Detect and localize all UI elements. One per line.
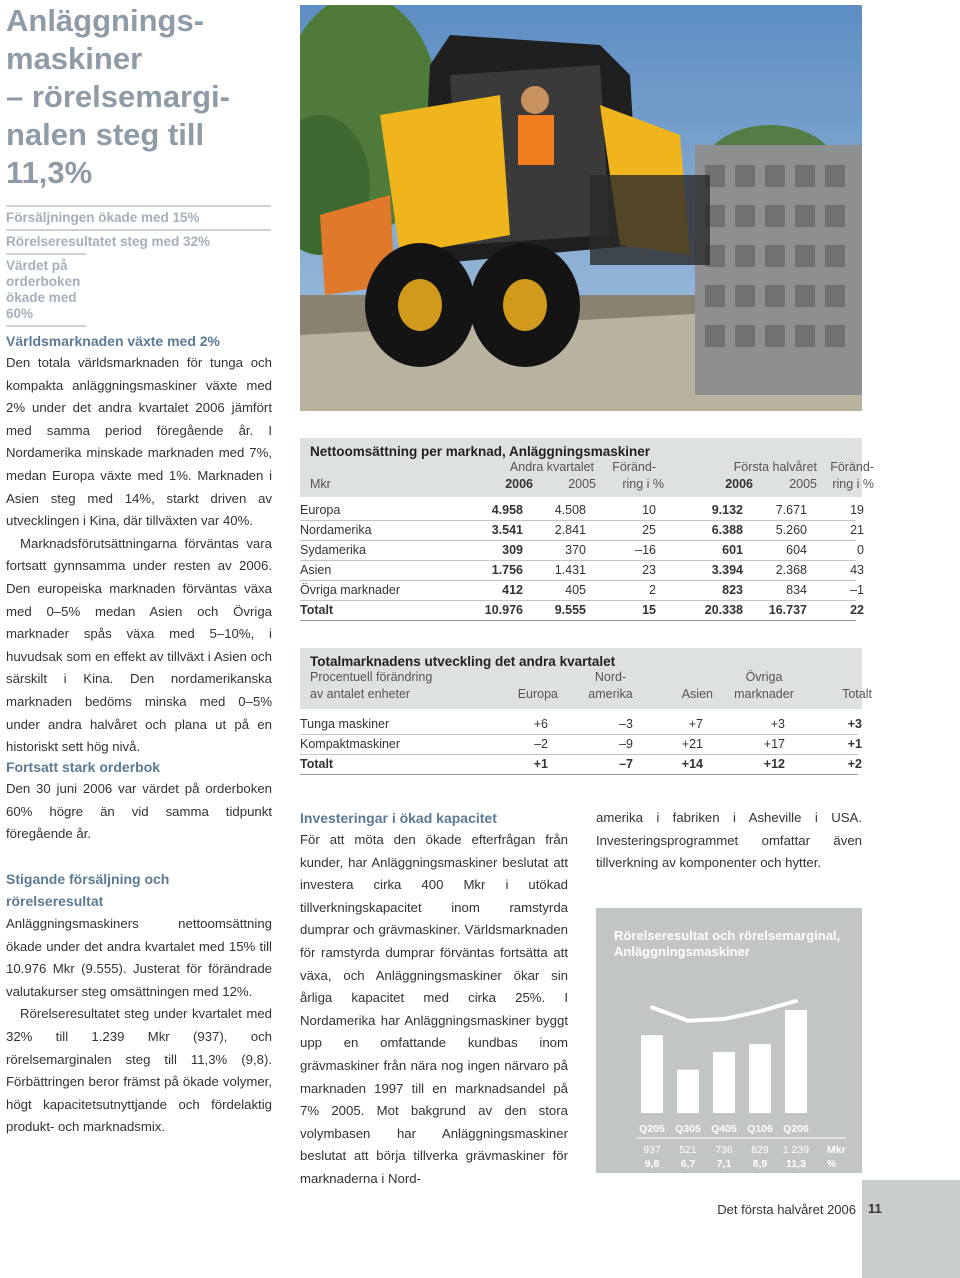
- highlight-item: Försäljningen ökade med 15%: [6, 205, 271, 229]
- table-row: Asien 1.756 1.431 23 3.394 2.368 43: [300, 561, 856, 581]
- column-header-year: 2005: [789, 477, 817, 491]
- column-header-year: 2006: [505, 477, 533, 491]
- table-body: [300, 497, 862, 621]
- title-line: nalen steg till: [6, 117, 205, 152]
- value-label-pct: 8,9: [752, 1158, 768, 1170]
- paragraph: Marknadsförutsättningarna förväntas vara fortsatt gynnsamma under resten av 2006. Den europeiska marknaden förväntas växa med 0–5% medan Asien och Övriga marknader spås växa med 5–10%, i huvudsak som en effekt av tillväxt i Asien och särskilt i Kina. Den nordamerikanska marknaden bedöms minska med 0–5% under andra halvåret och plana ut på en historiskt sett hög nivå.: [6, 535, 272, 755]
- highlight-item: Rörelseresultatet steg med 32%: [6, 229, 271, 253]
- column-header-north: Nord-: [594, 670, 627, 684]
- table-row: Kompaktmaskiner –2 –9 +21 +17 +1: [300, 735, 858, 755]
- title-line: Anläggnings-: [6, 3, 205, 38]
- section-sales: [6, 868, 196, 912]
- column-header-north: amerika: [588, 687, 633, 701]
- column-header-change: ring i %: [622, 477, 664, 491]
- value-label-mkr: 829: [751, 1144, 769, 1156]
- section-orderbook: [6, 756, 272, 846]
- bar-Q106: [749, 1044, 771, 1113]
- section-world-market: [6, 330, 272, 759]
- table-row: Europa 4.958 4.508 10 9.132 7.671 19: [300, 501, 856, 521]
- paragraph: För att möta den ökade efterfrågan från kunder, har Anläggningsmaskiner beslutat att investera cirka 400 Mkr i utökad tillverkningskapacitet inom ramstyrda dumprar och grävmaskiner. Världsmarknaden för ramstyrda dumprar förväntas fortsätta att växa, och Anläggningsmaskiner ökar sin årliga kapacitet med cirka 25%. I Nordamerika har Anläggningsmaskiner byggt upp en omfattande kundbas inom grävmaskiner från nära nog ingen närvaro på marknaden 1997 till en marknadsandel på 7% 2005. Mot bakgrund av den stora volymbasen har Anläggningsmaskiner beslutat att börja tillverka grävmaskiner för marknaderna i Nord-: [300, 832, 568, 1186]
- paragraph: amerika i fabriken i Asheville i USA. Investeringsprogrammet omfattar även tillverkning av komponenter och hytter.: [596, 810, 862, 871]
- bar-Q305: [677, 1070, 699, 1113]
- section-heading: Världsmarknaden växte med 2%: [6, 333, 220, 349]
- table-row: Sydamerika 309 370 –16 601 604 0: [300, 541, 856, 561]
- bar-Q206: [785, 1010, 807, 1113]
- total-market-table: [300, 648, 872, 775]
- paragraph: Anläggningsmaskiners nettoomsättning ökade under det andra kvartalet med 15% till 10.976 Mkr (9.555). Justerat för förändrade valutakurser steg omsättningen med 12%.: [6, 916, 272, 999]
- table-header: [300, 438, 874, 497]
- paragraph: Rörelseresultatet steg under kvartalet med 32% till 1.239 Mkr (937), och rörelsemarginalen steg till 11,3% (9,8). Förbättringen beror främst på ökade volymer, högt kapacitetsutnyttjande och fördelaktig produkt- och marknadsmix.: [6, 1006, 272, 1135]
- column-header-other: Övriga: [745, 670, 783, 684]
- value-label-pct: 7,1: [716, 1158, 732, 1170]
- value-label-mkr: 937: [643, 1144, 661, 1156]
- table-total-row: Totalt +1 –7 +14 +12 +2: [300, 755, 858, 775]
- column-group-quarter: Andra kvartalet: [509, 460, 594, 474]
- value-label-mkr: 736: [715, 1144, 733, 1156]
- value-label-mkr: 521: [679, 1144, 697, 1156]
- table-column-headers: [300, 459, 874, 493]
- table-header: [300, 648, 872, 709]
- section-heading: Fortsatt stark orderbok: [6, 759, 161, 775]
- table-row: Nordamerika 3.541 2.841 25 6.388 5.260 21: [300, 521, 856, 541]
- table-subtitle: av antalet enheter: [310, 687, 411, 701]
- highlights-list: [6, 205, 271, 327]
- bar-Q405: [713, 1052, 735, 1113]
- paragraph: Den totala världsmarknaden för tunga och kompakta anläggningsmaskiner växte med 2% under det andra kvartalet 2006 jämfört med samma period föregående år. I Nordamerika minskade marknaden med 7%, medan Europa växte med 1%. Marknaden i Asien steg med 14%, starkt driven av utvecklingen i Kina, där tillväxten var 40%.: [6, 355, 272, 529]
- section-sales-body: [6, 913, 272, 1139]
- page-corner-block: [862, 1180, 960, 1278]
- table-body: [300, 709, 862, 775]
- title-line: – rörelsemargi-: [6, 79, 230, 114]
- column-group-halfyear: Första halvåret: [733, 460, 817, 474]
- category-label: Q206: [783, 1123, 809, 1135]
- loader-illustration: [300, 5, 862, 411]
- paragraph: Den 30 juni 2006 var värdet på orderboken 60% högre än vid samma tidpunkt föregående år.: [6, 781, 272, 842]
- skid-steer-loader-photo: [300, 5, 862, 411]
- title-line: maskiner: [6, 41, 143, 76]
- page-number: 11: [868, 1201, 882, 1216]
- value-label-mkr: 1.239: [782, 1144, 810, 1156]
- table-title: Totalmarknadens utveckling det andra kvartalet: [310, 654, 616, 669]
- column-header-total: Totalt: [842, 687, 872, 701]
- table-row: Övriga marknader 412 405 2 823 834 –1: [300, 581, 856, 601]
- footer-text: Det första halvåret 2006: [717, 1202, 856, 1217]
- table-subtitle: Procentuell förändring: [310, 670, 433, 684]
- value-label-pct: 9,8: [644, 1158, 660, 1170]
- column-header-year: 2005: [568, 477, 596, 491]
- operating-income-chart: [596, 908, 862, 1173]
- column-header-other: marknader: [734, 687, 794, 701]
- chart-plot: [596, 908, 862, 1173]
- section-heading: Investeringar i ökad kapacitet: [300, 810, 497, 826]
- margin-line: [652, 1001, 796, 1021]
- column-header-change: ring i %: [832, 477, 874, 491]
- title-line: 11,3%: [6, 155, 93, 190]
- section-heading: Stigande försäljning och rörelseresultat: [6, 871, 170, 909]
- table-total-row: Totalt 10.976 9.555 15 20.338 16.737 22: [300, 601, 856, 621]
- section-investments-continued: [596, 807, 862, 875]
- column-header-europe: Europa: [517, 687, 558, 701]
- category-label: Q305: [675, 1123, 701, 1135]
- value-label-pct: 11,3: [786, 1158, 806, 1170]
- section-investments: [300, 807, 568, 1191]
- column-header-change: Föränd-: [830, 460, 874, 474]
- category-label: Q405: [711, 1123, 737, 1135]
- column-header-change: Föränd-: [612, 460, 656, 474]
- net-sales-table: [300, 438, 874, 621]
- chart-title: Rörelseresultat och rörelsemarginal, Anläggningsmaskiner: [614, 928, 841, 959]
- page-title: [6, 2, 276, 192]
- table-title: Nettoomsättning per marknad, Anläggningsmaskiner: [310, 444, 651, 459]
- bar-Q205: [641, 1035, 663, 1113]
- unit-label-pct: %: [827, 1158, 837, 1170]
- column-header-year: 2006: [725, 477, 753, 491]
- value-label-pct: 6,7: [680, 1158, 696, 1170]
- table-column-headers: [300, 669, 872, 703]
- unit-label-mkr: Mkr: [827, 1144, 846, 1156]
- table-row: Tunga maskiner +6 –3 +7 +3 +3: [300, 715, 858, 735]
- column-header-unit: Mkr: [310, 477, 331, 491]
- category-label: Q106: [747, 1123, 773, 1135]
- category-label: Q205: [639, 1123, 665, 1135]
- column-header-asia: Asien: [681, 687, 713, 701]
- highlight-item: Värdet på orderboken ökade med 60%: [6, 253, 86, 327]
